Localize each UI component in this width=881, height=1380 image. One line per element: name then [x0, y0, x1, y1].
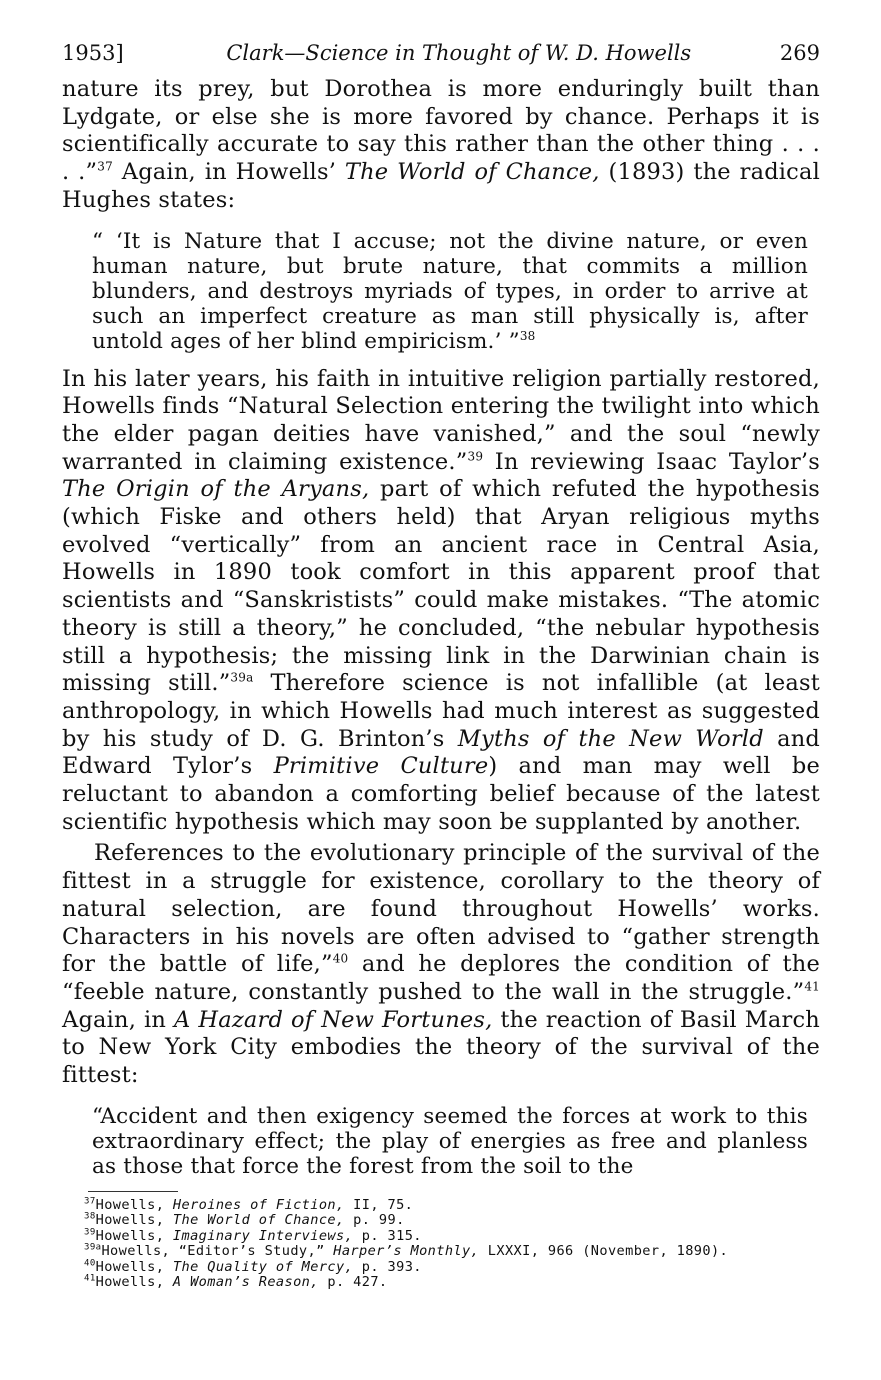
footnote-number: 38: [84, 1211, 96, 1222]
footnote-ref: 41: [804, 979, 820, 994]
footnote-author: Howells, “Editor’s Study,”: [101, 1243, 334, 1260]
block-quote-1: [92, 229, 808, 354]
text-span: Again, in Howells’: [112, 159, 345, 186]
footnote-39: [84, 1229, 820, 1245]
footnote-ref: 37: [97, 159, 113, 174]
text-span: In reviewing Isaac Taylor’s: [483, 448, 821, 475]
quote-text: “ ‘It is Nature that I accuse; not the divine nature, or even human nature, but brute nature, that commits a million blunders, and destroys myriads of types, in order to arrive at such an imperfect creature as man still physically is, after untold ages of her blind empiricism.’ ”: [92, 228, 808, 354]
footnote-author: Howells,: [95, 1196, 173, 1213]
running-title: Clark—Science in Thought of W. D. Howells: [226, 41, 692, 65]
book-title: Myths of the New World: [457, 725, 764, 752]
footnote-37: [84, 1198, 820, 1214]
text-span: part of which refuted the hypothesis (which Fiske and others held) that Aryan religious myths evolved “vertically” from an ancient race in Central Asia, Howells in 1890 took comfort in this apparent proof that scientists and “Sanskristists” could make mistakes. “The atomic theory is still a theory,” he concluded, “the nebular hypothesis still a hypothesis; the missing link in the Darwinian chain is missing still.”: [62, 476, 820, 697]
book-title: The World of Chance,: [344, 159, 600, 186]
footnote-author: Howells,: [95, 1274, 173, 1291]
paragraph-1: [62, 76, 820, 215]
book-title: A Hazard of New Fortunes,: [174, 1006, 493, 1033]
text-span: References to the evolutionary principle of the survival of the fittest in a struggle for existence, corollary to the theory of natural selection, are found throughout Howells’ works. Characters in his novels are often advised to “gather strength for the battle of life,”: [62, 840, 820, 978]
footnote-title: A Woman’s Reason,: [172, 1274, 319, 1291]
footnote-title: Heroines of Fiction,: [172, 1196, 345, 1213]
footnote-citation: LXXXI, 966 (November, 1890).: [479, 1243, 729, 1260]
running-header: [62, 38, 820, 68]
text-span: and he deplores the condition of the “feeble nature, constantly pushed to the wall in the struggle.”: [62, 951, 820, 1005]
text-span: ) and man may well be reluctant to abandon a comforting belief because of the latest scientific hypothesis which may soon be supplanted by another.: [62, 753, 820, 835]
footnote-ref: 39: [467, 449, 484, 464]
footnote-title: The World of Chance,: [172, 1212, 345, 1229]
text-span: (1893) the radical Hughes states:: [62, 159, 820, 213]
footnote-ref: 40: [332, 951, 349, 966]
text-span: Again, in: [62, 1006, 175, 1033]
footnote-number: 41: [84, 1273, 96, 1284]
footnote-41: [84, 1275, 820, 1291]
footnote-citation: p. 393.: [353, 1258, 422, 1275]
text-span: nature its prey, but Dorothea is more enduringly built than Lydgate, or else she is more favored by chance. Perhaps it is scientifically accurate to say this rather than the other thing . . . . .”: [62, 76, 820, 186]
page-number: 269: [779, 41, 820, 65]
footnote-citation: II, 75.: [344, 1196, 414, 1213]
quote-text: “Accident and then exigency seemed the forces at work to this extraordinary effect; the play of energies as free and planless as those that force the forest from the soil to the: [92, 1103, 808, 1179]
paragraph-3: [62, 840, 820, 1089]
footnote-citation: p. 315.: [353, 1227, 422, 1244]
footnote-title: Harper’s Monthly,: [333, 1243, 480, 1260]
text-span: In his later years, his faith in intuitive religion partially restored, Howells finds “Natural Selection entering the twilight into which the elder pagan deities have vanished,” and the soul “newly warranted in claiming existence.”: [62, 365, 820, 475]
footnote-number: 37: [84, 1196, 96, 1207]
footnote-38: [84, 1213, 820, 1229]
footnote-ref: 39a: [230, 670, 254, 685]
text-span: the reaction of Basil March to New York City embodies the theory of the survival of the fittest:: [62, 1006, 820, 1089]
book-title: Primitive Culture: [273, 753, 489, 780]
text-span: and Edward Tylor’s: [62, 725, 820, 780]
footnotes: [84, 1198, 820, 1291]
footnote-number: 39: [84, 1227, 96, 1238]
footnote-39a: [84, 1244, 820, 1260]
footnote-40: [84, 1260, 820, 1276]
footnote-divider: [88, 1191, 178, 1192]
header-year: 1953]: [62, 41, 124, 65]
text-span: Therefore science is not infallible (at least anthropology, in which Howells had much interest as suggested by his study of D. G. Brinton’s: [62, 670, 820, 752]
footnote-citation: p. 427.: [318, 1274, 388, 1291]
footnote-number: 39a: [84, 1242, 102, 1253]
footnote-author: Howells,: [95, 1227, 173, 1244]
book-title: The Origin of the Aryans,: [62, 476, 370, 503]
footnote-citation: p. 99.: [344, 1212, 405, 1229]
block-quote-2: [92, 1104, 808, 1179]
footnote-title: The Quality of Mercy,: [172, 1258, 354, 1275]
footnote-title: Imaginary Interviews,: [172, 1227, 354, 1244]
journal-page: [62, 38, 820, 1291]
footnote-author: Howells,: [95, 1258, 173, 1275]
paragraph-2: [62, 366, 820, 837]
footnote-author: Howells,: [95, 1212, 173, 1229]
footnote-ref: 38: [519, 328, 536, 343]
footnote-number: 40: [84, 1258, 96, 1269]
